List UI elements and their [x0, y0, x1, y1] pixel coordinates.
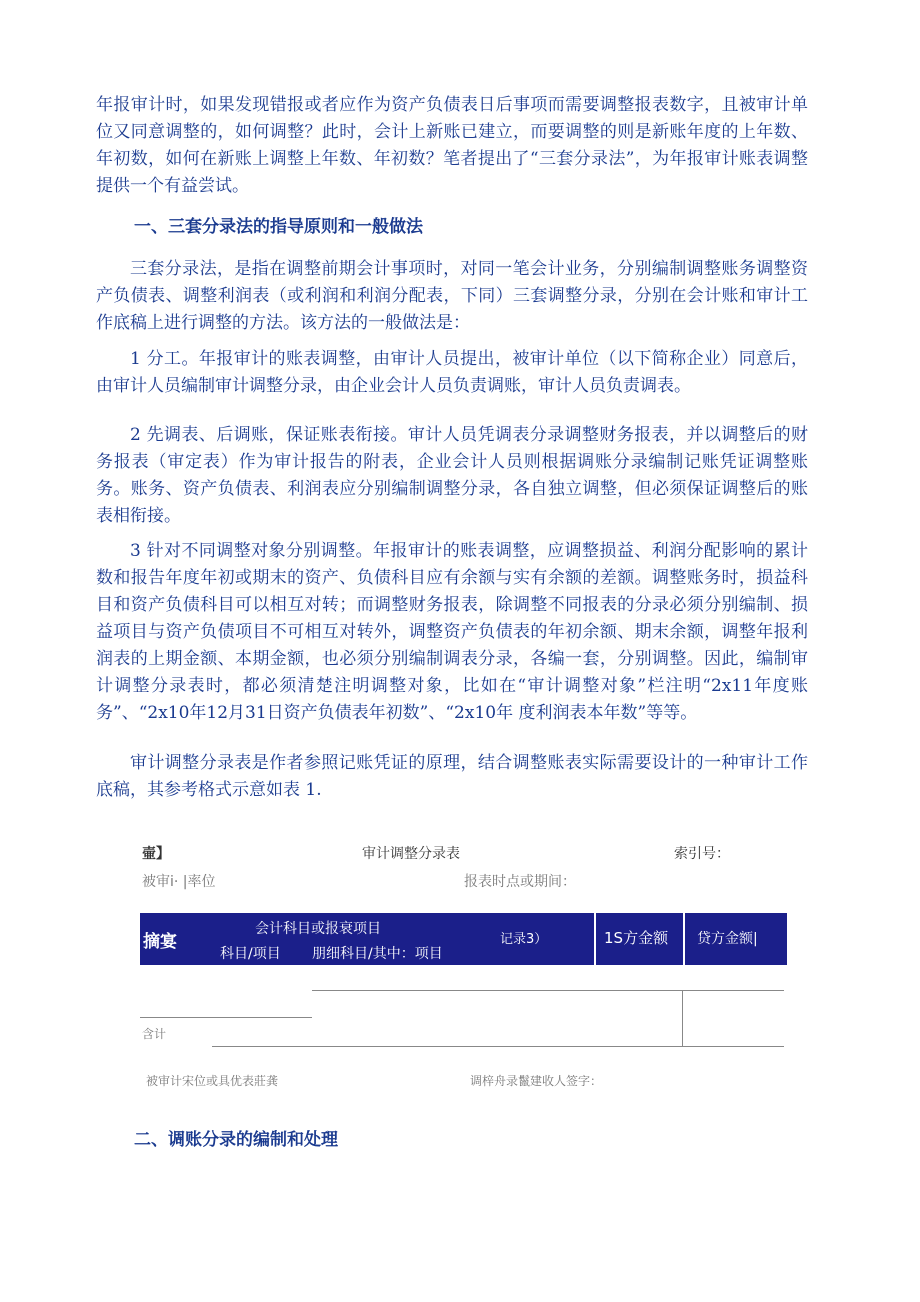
- section-heading-2: 二、调账分录的编制和处理: [134, 1130, 338, 1150]
- header-divider-1: [594, 913, 596, 965]
- form-total-line: [212, 1046, 784, 1047]
- section-heading-1: 一、三套分录法的指导原则和一般做法: [134, 217, 423, 237]
- form-total-label: 含计: [142, 1027, 167, 1041]
- form-header-row: [140, 913, 787, 965]
- header-account-group: 会计科目或报衰项目: [255, 921, 381, 937]
- form-index-label: 索引号：: [674, 846, 730, 862]
- header-detail: 朋细科目/其中：项目: [312, 946, 443, 962]
- paragraph-division-of-work: 1 分工。年报审计的账表调整，由审计人员提出，被审计单位（以下简称企业）同意后，由审计人员编制审计调整分录，由企业会计人员负责调账，审计人员负责调表。: [96, 349, 808, 396]
- form-column-line: [682, 990, 683, 1046]
- form-title: 审计调整分录表: [362, 846, 460, 862]
- header-credit-amount: 贷方金额|: [697, 931, 758, 947]
- intro-paragraph: 年报审计时，如果发现错报或者应作为资产负债表日后事项而需要调整报表数字，且被审计单位又同意调整的，如何调整？此时，会计上新账已建立，而要调整的则是新账年度的上年数、年初数，如何在新账上调整上年数、年初数？笔者提出了“三套分录法”，为年报审计账表调整提供一个有益尝试。: [96, 95, 808, 196]
- form-row-line-1: [312, 990, 784, 991]
- form-period-label: 报表时点或期间：: [464, 874, 576, 890]
- paragraph-adjust-report-first: 2 先调表、后调账，保证账表衔接。审计人员凭调表分录调整财务报表，并以调整后的财务报表（审定表）作为审计报告的附表，企业会计人员则根据调账分录编制记账凭证调整账务。账务、资产负债表、利润表应分别编制调整分录，各自独立调整，但必须保证调整后的账表相衔接。: [96, 425, 808, 526]
- form-unit-label: 被审i· |率位: [142, 874, 216, 890]
- paragraph-form-description: 审计调整分录表是作者参照记账凭证的原理，结合调整账表实际需要设计的一种审计工作底稿，其参考格式示意如表 1.: [96, 753, 808, 800]
- form-top-left-mark: 壷】: [142, 846, 170, 862]
- form-sign-left: 被审计宋位或具优表莊龚: [146, 1074, 279, 1088]
- header-debit-amount: 1S方金额: [604, 929, 669, 947]
- header-summary: 摘宴: [143, 932, 177, 952]
- form-row-line-2: [140, 1017, 312, 1018]
- header-divider-2: [683, 913, 685, 965]
- paragraph-three-sets-definition: 三套分录法，是指在调整前期会计事项时，对同一笔会计业务，分别编制调整账务调整资产负债表、调整利润表（或利润和利润分配表，下同）三套调整分录，分别在会计账和审计工作底稿上进行调整的方法。该方法的一般做法是：: [96, 259, 808, 333]
- paragraph-separate-adjustment: 3 针对不同调整对象分别调整。年报审计的账表调整，应调整损益、利润分配影响的累计数和报告年度年初或期末的资产、负债科目应有余额与实有余额的差额。调整账务时，损益科目和资产负债科目可以相互对转；而调整财务报表，除调整不同报表的分录必须分别编制、损益项目与资产负债项目不可相互对转外，调整资产负债表的年初余额、期末余额，调整年报利润表的上期金额、本期金额，也必须分别编制调表分录，各编一套，分别调整。因此，编制审计调整分录表时，都必须清楚注明调整对象，比如在“审计调整对象”栏注明“2x11年度账务”、“2x10年12月31日资产负债表年初数”、“2x10年 度利润表本年数”等等。: [96, 541, 808, 723]
- header-subject: 科目/项目: [220, 946, 281, 962]
- audit-adjustment-form: [140, 835, 790, 1095]
- form-sign-right: 调梓舟录鬣建收人签字：: [470, 1074, 603, 1088]
- header-record: 记录3）: [500, 932, 548, 947]
